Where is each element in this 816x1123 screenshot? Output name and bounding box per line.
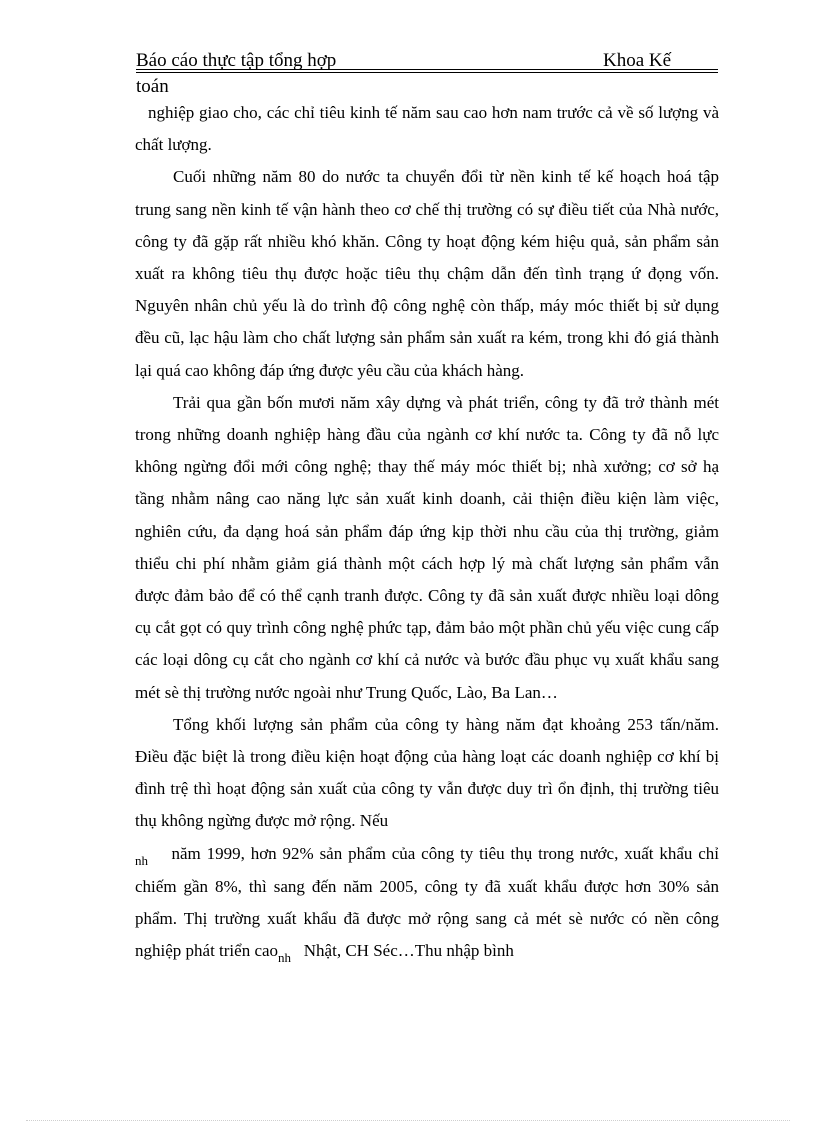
paragraph: Trải qua gần bốn mươi năm xây dựng và phát triển, công ty đã trở thành mét trong những doanh nghiệp hàng đầu của ngành cơ khí nước ta. Công ty đã nỗ lực không ngừng đổi mới công nghệ; thay thế máy móc thiết bị; nhà xưởng; cơ sở hạ tầng nhằm nâng cao năng lực sản xuất kinh doanh, cải thiện điều kiện làm việc, nghiên cứu, đa dạng hoá sản phẩm đáp ứng kịp thời nhu cầu của thị trường, giảm thiểu chi phí nhằm giảm giá thành một cách hợp lý mà chất lượng sản phẩm vẫn được đảm bảo để có thể cạnh tranh được. Công ty đã sản xuất được nhiều loại dông cụ cắt gọt có quy trình công nghệ phức tạp, đảm bảo một phần chủ yếu việc cung cấp các loại dông cụ cắt cho ngành cơ khí cả nước và bước đầu phục vụ xuất khẩu sang mét sè thị trường nước ngoài như Trung Quốc, Lào, Ba Lan… xyxy=(135,392,719,702)
paragraph-production xyxy=(135,709,719,969)
header-title: Báo cáo thực tập tổng hợp xyxy=(136,50,337,71)
header-department: Khoa Kế xyxy=(603,50,672,71)
paragraph-text: năm 1999, hơn 92% sản phẩm của công ty tiêu thụ trong nước, xuất khẩu chỉ chiếm gần 8%, thì sang đến năm 2005, công ty đã xuất khẩu được hơn 30% sản phẩm. Thị trường xuất khẩu đã được mở rộng sang cả mét sè nước có nền công nghiệp phát triển cao xyxy=(135,843,720,961)
paragraph-text: Tổng khối lượng sản phẩm của công ty hàng năm đạt khoảng 253 tấn/năm. Điều đặc biệt là trong điều kiện hoạt động của hàng loạt các doanh nghiệp cơ khí bị đình trệ thì hoạt động sản xuất của công ty vẫn được duy trì ổn định, thị trường tiêu thụ không ngừng được mở rộng. Nếu xyxy=(135,714,719,831)
paragraph-text: Nhật, CH Séc…Thu nhập bình xyxy=(303,941,514,961)
body-text xyxy=(135,97,719,968)
header-rule-top xyxy=(136,69,718,70)
page-footer-divider xyxy=(26,1120,790,1121)
paragraph: Cuối những năm 80 do nước ta chuyển đổi từ nền kinh tế kế hoạch hoá tập trung sang nền kinh tế vận hành theo cơ chế thị trường có sự điều tiết của Nhà nước, công ty đã gặp rất nhiều khó khăn. Công ty hoạt động kém hiệu quả, sản phẩm sản xuất ra không tiêu thụ được hoặc tiêu thụ chậm dẫn đến tình trạng ứ đọng vốn. Nguyên nhân chủ yếu là do trình độ công nghệ còn thấp, máy móc thiết bị sử dụng đều cũ, lạc hậu làm cho chất lượng sản phẩm sản xuất ra kém, trong khi đó giá thành lại quá cao không đáp ứng được yêu cầu của khách hàng. xyxy=(135,167,719,380)
header-department-continuation: toán xyxy=(136,76,169,97)
header-rule-bottom xyxy=(136,72,718,73)
paragraph-continuation: nghiệp giao cho, các chỉ tiêu kinh tế năm sau cao hơn nam trước cả về số lượng và chất lượng. xyxy=(135,103,719,155)
subscript-fragment: nh xyxy=(278,950,292,966)
subscript-fragment: nh xyxy=(135,852,148,868)
